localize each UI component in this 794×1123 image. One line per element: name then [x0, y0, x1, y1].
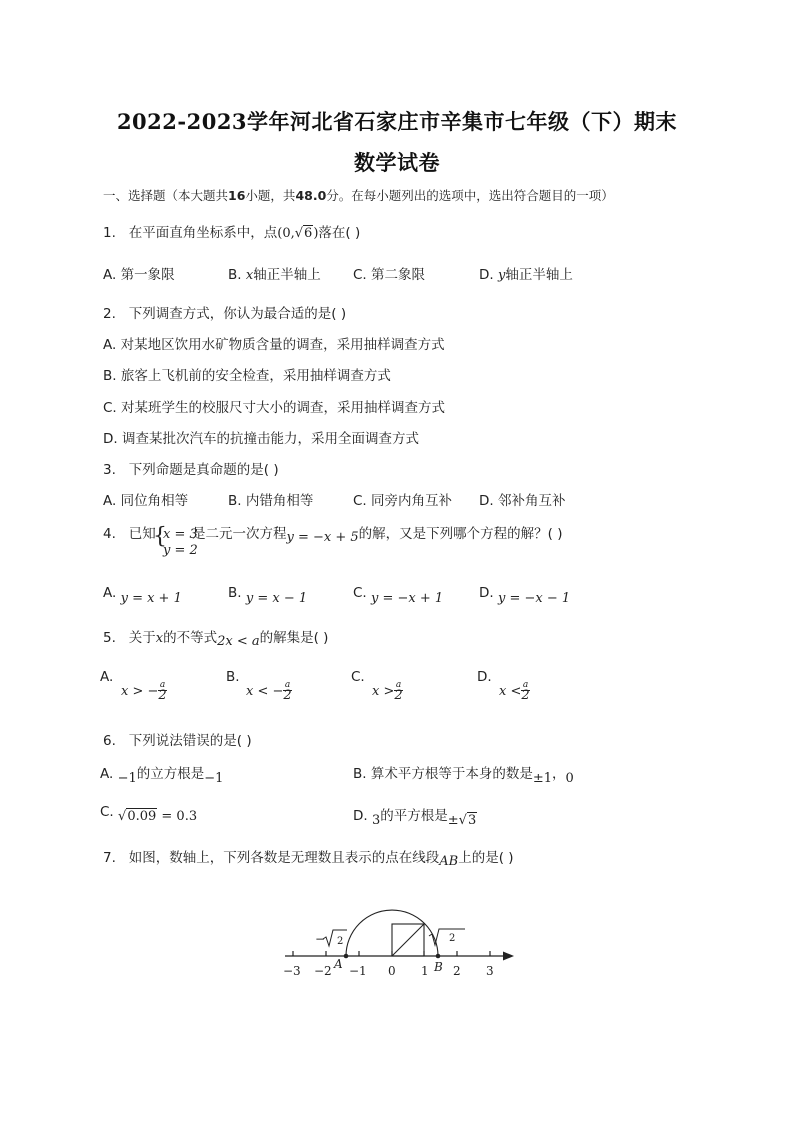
- tick-label-2: 2: [453, 964, 461, 978]
- q2-option-d[interactable]: D. 调查某批次汽车的抗撞击能力，采用全面调查方式: [103, 431, 419, 447]
- point-b-label: B: [434, 960, 443, 974]
- q5-option-b-label[interactable]: B.: [226, 669, 240, 685]
- question-4-cont: 是二元一次方程y = −x + 5的解，又是下列哪个方程的解？( ): [192, 526, 563, 545]
- tick-label-0: 0: [388, 964, 396, 978]
- q5-option-a-label[interactable]: A.: [100, 669, 114, 685]
- neg-sqrt2-radicand: 2: [337, 936, 344, 947]
- q5-option-d[interactable]: x < $\frac{a}{2}$: [499, 680, 530, 703]
- q5-option-c-label[interactable]: C.: [351, 669, 365, 685]
- q4-option-b[interactable]: B. y = x − 1: [228, 585, 308, 606]
- q3-option-c[interactable]: C. 同旁内角互补: [353, 493, 453, 509]
- q1-option-d[interactable]: D. y轴正半轴上: [479, 267, 573, 283]
- sqrt2-radical: [429, 929, 465, 945]
- neg-sqrt2-radical: [323, 930, 347, 946]
- sqrt2-radicand: 2: [449, 933, 456, 944]
- system-eq-2: y = 2: [163, 543, 198, 558]
- axis: [285, 952, 514, 961]
- q3-option-d[interactable]: D. 邻补角互补: [479, 493, 566, 509]
- q2-option-a[interactable]: A. 对某地区饮用水矿物质含量的调查，采用抽样调查方式: [103, 337, 445, 353]
- axis-arrow: [503, 952, 514, 961]
- q1-option-c[interactable]: C. 第二象限: [353, 267, 426, 283]
- q1-option-a[interactable]: A. 第一象限: [103, 267, 175, 283]
- neg-sign-label: −: [315, 932, 326, 946]
- q5-option-d-label[interactable]: D.: [477, 669, 492, 685]
- q4-option-d[interactable]: D. y = −x − 1: [479, 585, 571, 606]
- question-5: 5. 关于x的不等式2x < a的解集是( ): [103, 630, 329, 649]
- question-1: 1. 在平面直角坐标系中，点(0,√6)落在( ): [103, 225, 361, 241]
- question-3: 3. 下列命题是真命题的是( ): [103, 462, 279, 478]
- system-eq-1: x = 3: [163, 527, 198, 542]
- q6-option-c[interactable]: C. √0.09 = 0.3: [100, 804, 198, 824]
- section-header: 一、选择题（本大题共16小题，共48.0分。在每小题列出的选项中，选出符合题目的一项）: [103, 188, 614, 203]
- q4-option-c[interactable]: C. y = −x + 1: [353, 585, 444, 606]
- tick-label-neg3: −3: [283, 964, 301, 978]
- q2-option-c[interactable]: C. 对某班学生的校服尺寸大小的调查，采用抽样调查方式: [103, 400, 446, 416]
- q5-option-b[interactable]: x < − $\frac{a}{2}$: [246, 680, 292, 703]
- question-7: 7. 如图，数轴上，下列各数是无理数且表示的点在线段AB上的是( ): [103, 850, 514, 869]
- point-b-dot: [436, 954, 441, 959]
- arc: [346, 910, 438, 956]
- axis-ticks: [293, 951, 490, 956]
- square-diagonal: [392, 924, 424, 956]
- q5-option-c[interactable]: x > $\frac{a}{2}$: [372, 680, 403, 703]
- point-a-label: A: [334, 957, 343, 971]
- tick-label-1: 1: [421, 964, 429, 978]
- point-a-dot: [344, 954, 349, 959]
- unit-square: [392, 924, 424, 956]
- q3-option-a[interactable]: A. 同位角相等: [103, 493, 189, 509]
- question-2: 2. 下列调查方式，你认为最合适的是( ): [103, 306, 347, 322]
- question-4: 4. 已知: [103, 526, 156, 542]
- tick-label-neg2: −2: [314, 964, 332, 978]
- q6-option-a[interactable]: A. −1的立方根是−1: [100, 766, 224, 786]
- q1-option-b[interactable]: B. x轴正半轴上: [228, 267, 321, 283]
- system-brace: {: [153, 524, 167, 549]
- q5-option-a[interactable]: x > − $\frac{a}{2}$: [121, 680, 167, 703]
- q6-option-d[interactable]: D. 3的平方根是±√3: [353, 808, 477, 828]
- q3-option-b[interactable]: B. 内错角相等: [228, 493, 314, 509]
- q2-option-b[interactable]: B. 旅客上飞机前的安全检查，采用抽样调查方式: [103, 368, 391, 384]
- tick-label-neg1: −1: [349, 964, 367, 978]
- q4-option-a[interactable]: A. y = x + 1: [103, 585, 182, 606]
- q6-option-b[interactable]: B. 算术平方根等于本身的数是±1，0: [353, 766, 574, 786]
- page-title: 2022-2023学年河北省石家庄市辛集市七年级（下）期末: [116, 109, 678, 134]
- question-6: 6. 下列说法错误的是( ): [103, 733, 252, 749]
- page-subtitle: 数学试卷: [354, 150, 440, 175]
- tick-label-3: 3: [486, 964, 494, 978]
